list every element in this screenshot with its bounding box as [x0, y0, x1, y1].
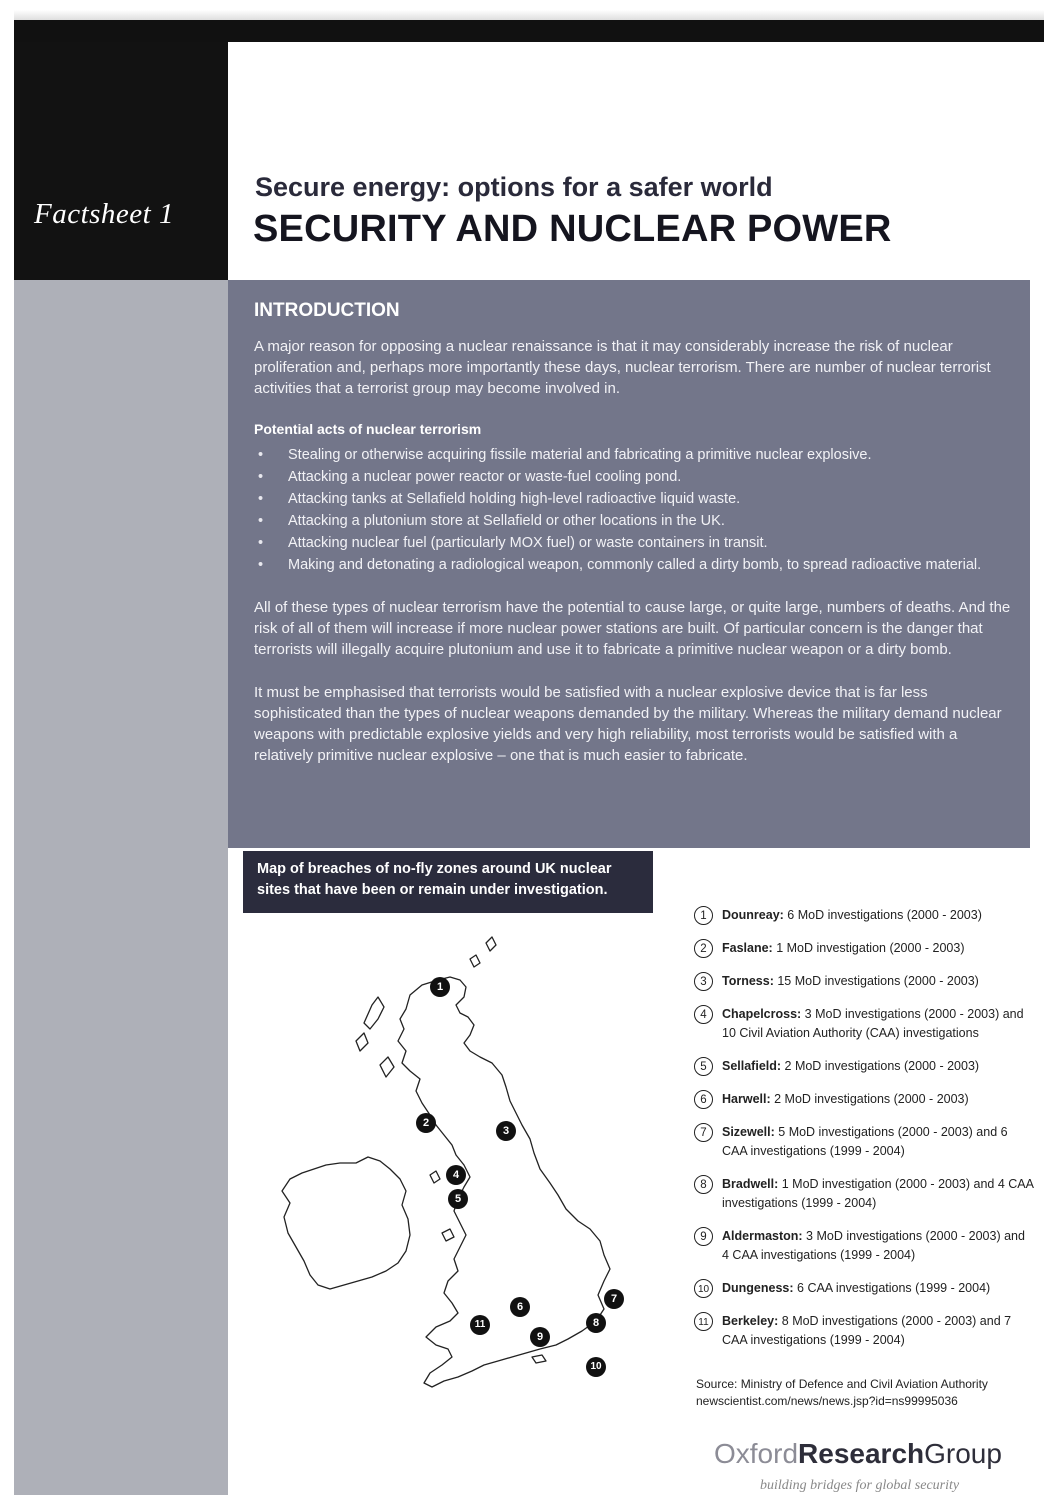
list-item: • Attacking a plutonium store at Sellafield or other locations in the UK. [254, 511, 1014, 531]
map-marker: 1 [430, 977, 450, 997]
risk-paragraph: All of these types of nuclear terrorism have the potential to cause large, or quite large, numbers of deaths. And the risk of all of them will increase if more nuclear power stations are built. Of particular concern is the danger that terrorists will illegally acquire plutonium and use it to fabricate a primitive nuclear weapon or a dirty bomb. [254, 599, 1011, 658]
logo-word-research: Research [798, 1438, 925, 1469]
map-marker: 10 [586, 1357, 606, 1377]
sophistication-paragraph: It must be emphasised that terrorists would be satisfied with a nuclear explosive device that is far less sophisticated than the types of nuclear weapons demanded by the military. Whereas the military demand nuclear weapons with predictable explosive yields and very high reliability, most terrorists would be satisfied with a relatively primitive nuclear explosive – one that is much easier to fabricate. [254, 684, 1002, 764]
source-note [696, 1376, 1036, 1410]
legend-text: 2 MoD investigations (2000 - 2003) [770, 1092, 969, 1106]
legend-site-name: Berkeley: [722, 1314, 779, 1328]
legend-site-name: Torness: [722, 974, 774, 988]
legend-text: 8 MoD investigations (2000 - 2003) and 7 CAA investigations (1999 - 2004) [722, 1314, 1012, 1347]
legend-site-name: Chapelcross: [722, 1007, 802, 1021]
map-marker: 2 [416, 1113, 436, 1133]
legend-text: 6 CAA investigations (1999 - 2004) [793, 1281, 991, 1295]
legend-number: 9 [694, 1227, 713, 1246]
legend-item [694, 1227, 1034, 1265]
legend-item [694, 906, 1034, 925]
legend-number: 4 [694, 1005, 713, 1024]
logo-word-oxford: Oxford [714, 1438, 799, 1469]
legend-site-name: Faslane: [722, 941, 773, 955]
legend-item [694, 1312, 1034, 1350]
legend-text: 5 MoD investigations (2000 - 2003) and 6 CAA investigations (1999 - 2004) [722, 1125, 1008, 1158]
map-marker: 9 [530, 1327, 550, 1347]
factsheet-label-panel [14, 42, 228, 280]
list-item: • Attacking tanks at Sellafield holding high-level radioactive liquid waste. [254, 489, 1014, 509]
map-marker: 8 [586, 1313, 606, 1333]
list-item: • Making and detonating a radiological weapon, commonly called a dirty bomb, to spread radioactive material. [254, 555, 1014, 575]
legend-item [694, 1123, 1034, 1161]
factsheet-label: Factsheet 1 [34, 198, 174, 230]
legend-site-name: Bradwell: [722, 1177, 779, 1191]
legend-site-name: Aldermaston: [722, 1229, 803, 1243]
legend-text: 1 MoD investigation (2000 - 2003) and 4 CAA investigations (1999 - 2004) [722, 1177, 1034, 1210]
legend-number: 7 [694, 1123, 713, 1142]
left-grey-margin [14, 280, 228, 1495]
acts-list [254, 445, 1014, 575]
legend-item [694, 1005, 1034, 1043]
legend-site-name: Dounreay: [722, 908, 784, 922]
legend-text: 15 MoD investigations (2000 - 2003) [773, 974, 979, 988]
legend-number: 3 [694, 972, 713, 991]
great-britain-outline [398, 977, 610, 1387]
map-marker: 6 [510, 1297, 530, 1317]
legend-number: 10 [694, 1279, 713, 1298]
acts-heading: Potential acts of nuclear terrorism [254, 421, 482, 437]
legend-text: 6 MoD investigations (2000 - 2003) [783, 908, 982, 922]
map-marker: 3 [496, 1121, 516, 1141]
introduction-paragraph: A major reason for opposing a nuclear renaissance is that it may considerably increase the risk of nuclear proliferation and, perhaps more importantly these days, nuclear terrorism. There are number of nuclear terrorist activities that a terrorist group may become involved in. [254, 338, 991, 397]
page-subtitle: Secure energy: options for a safer world [255, 172, 773, 202]
legend-site-name: Sellafield: [722, 1059, 782, 1073]
legend-number: 1 [694, 906, 713, 925]
legend-item [694, 972, 1034, 991]
legend-text: 3 MoD investigations (2000 - 2003) and 10 Civil Aviation Authority (CAA) investigations [722, 1007, 1024, 1040]
map-marker: 4 [446, 1165, 466, 1185]
legend-site-name: Harwell: [722, 1092, 771, 1106]
legend-item [694, 1057, 1034, 1076]
list-item: • Stealing or otherwise acquiring fissile material and fabricating a primitive nuclear explosive. [254, 445, 1014, 465]
map-marker: 11 [470, 1315, 490, 1335]
introduction-section [254, 300, 1014, 788]
legend-number: 8 [694, 1175, 713, 1194]
list-item: • Attacking a nuclear power reactor or waste-fuel cooling pond. [254, 467, 1014, 487]
uk-map [260, 925, 680, 1395]
list-item: • Attacking nuclear fuel (particularly MOX fuel) or waste containers in transit. [254, 533, 1014, 553]
legend-text: 3 MoD investigations (2000 - 2003) and 4 CAA investigations (1999 - 2004) [722, 1229, 1025, 1262]
page-title: SECURITY AND NUCLEAR POWER [253, 208, 892, 250]
map-caption: Map of breaches of no-fly zones around UK nuclear sites that have been or remain under investigation. [243, 851, 653, 913]
source-url: newscientist.com/news/news.jsp?id=ns99995036 [696, 1394, 958, 1408]
legend-text: 1 MoD investigation (2000 - 2003) [772, 941, 965, 955]
legend-site-name: Dungeness: [722, 1281, 794, 1295]
legend-number: 2 [694, 939, 713, 958]
legend-number: 5 [694, 1057, 713, 1076]
ireland-outline [282, 1157, 410, 1289]
legend-item [694, 1279, 1034, 1298]
legend-item [694, 1175, 1034, 1213]
legend-text: 2 MoD investigations (2000 - 2003) [781, 1059, 980, 1073]
top-black-band [14, 20, 1044, 42]
map-legend [694, 906, 1034, 1350]
introduction-heading: INTRODUCTION [254, 300, 400, 321]
legend-site-name: Sizewell: [722, 1125, 775, 1139]
organization-tagline: building bridges for global security [760, 1478, 960, 1493]
legend-number: 11 [694, 1312, 713, 1331]
logo-word-group: Group [924, 1438, 1002, 1469]
legend-item [694, 1090, 1034, 1109]
legend-number: 6 [694, 1090, 713, 1109]
map-marker: 7 [604, 1289, 624, 1309]
organization-logo [714, 1438, 1002, 1470]
map-marker: 5 [448, 1189, 468, 1209]
source-line: Source: Ministry of Defence and Civil Aviation Authority [696, 1377, 988, 1391]
legend-item [694, 939, 1034, 958]
